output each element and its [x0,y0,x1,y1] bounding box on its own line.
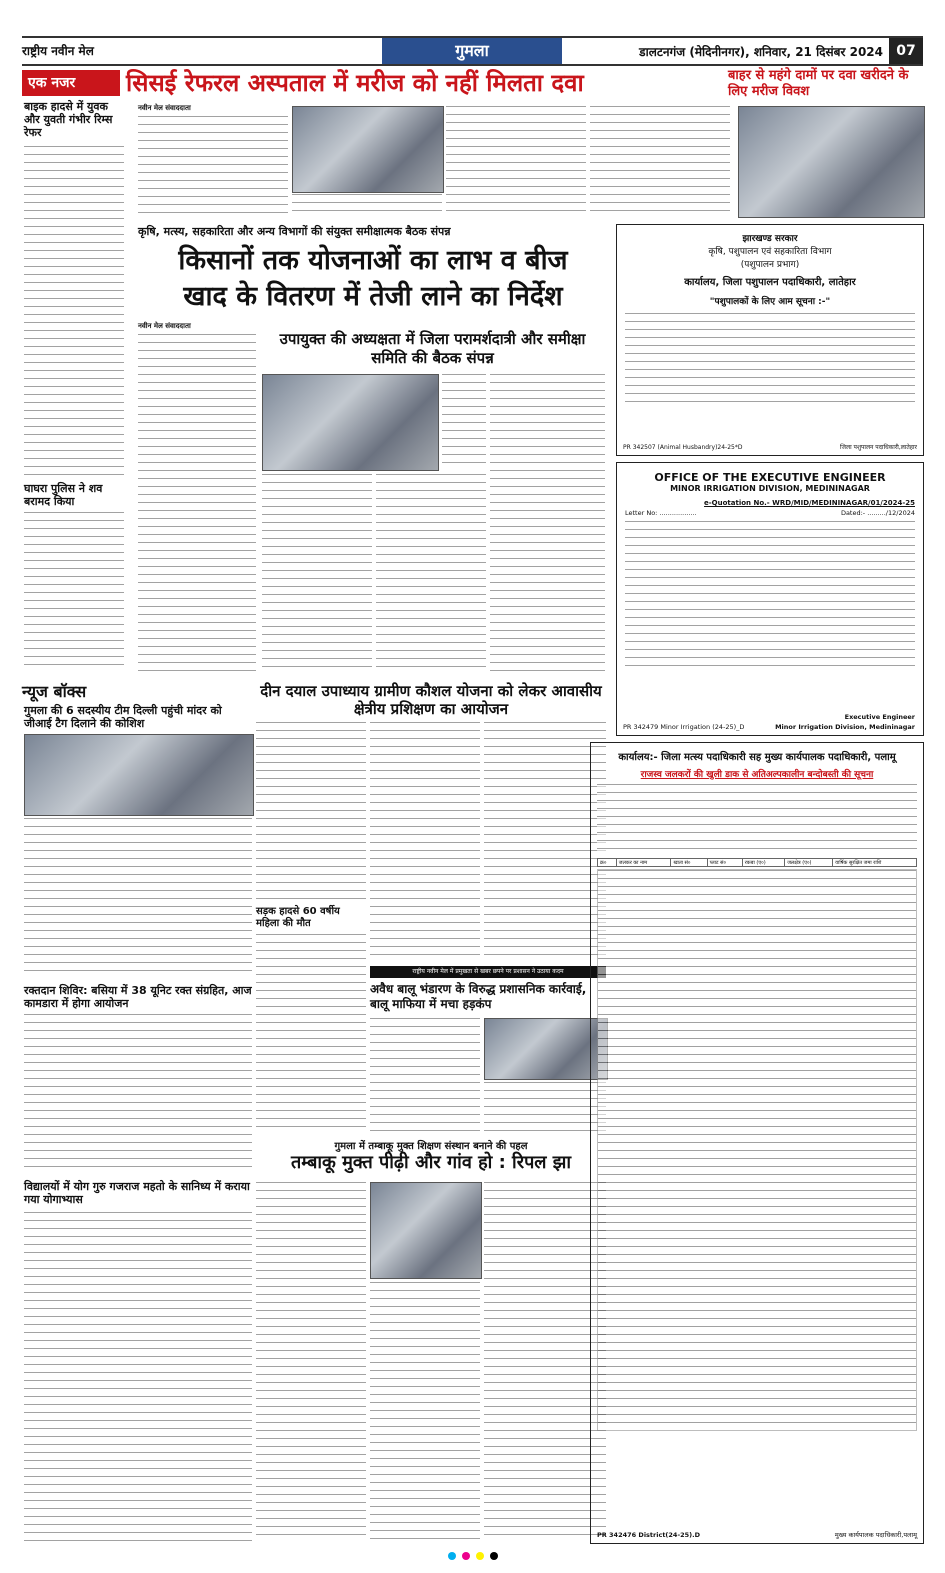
th-khata: खाता सं० [671,859,707,867]
left-story1-headline: बाइक हादसे में युवक और युवती गंभीर रिम्स रेफर [24,100,113,139]
th-water-area: जलक्षेत्र (ए०) [785,859,833,867]
top-story-body-col2 [292,194,442,216]
main-story-body-col1 [138,334,256,674]
tobacco-body-col1 [256,1182,366,1542]
top-story-byline: नवीन मेल संवाददाता [138,104,191,112]
ad-irrigation-body [625,521,915,671]
fisheries-table [597,858,917,867]
fisheries-table-rows [597,869,917,1431]
ad-fisheries-sign: मुख्य कार्यपालक पदाधिकारी,पलामू [834,1531,917,1539]
main-story-byline: नवीन मेल संवाददाता [138,322,191,330]
main-story-headline-line1: किसानों तक योजनाओं का लाभ व बीज [178,245,568,276]
dateline: डालटनगंज (मेदिनीनगर), शनिवार, 21 दिसंबर 2024 [639,45,883,59]
main-story-body-col3a [442,374,486,469]
left-story2-body [24,512,124,667]
ek-nazar-label: एक नजर [22,70,120,96]
left-story1-body [24,146,124,476]
news-box-headline: गुमला की 6 सदस्यीय टीम दिल्ली पहुंची मांदर को जीआई टैग दिलाने की कोशिश [24,704,222,730]
top-story-side-headline: बाहर से महंगे दामों पर दवा खरीदने के लिए मरीज विवश [728,68,909,99]
yoga-body [24,1212,252,1542]
ad-irrigation-dated: Dated:- ........./12/2024 [840,509,915,517]
color-registration-bar [22,1552,923,1562]
yellow-mark [476,1552,484,1560]
ad-animal-husbandry [616,224,924,456]
ad-irrigation-sign1: Executive Engineer [844,713,915,721]
blood-camp-headline: रक्तदान शिविर: बसिया में 38 यूनिट रक्त संग्रहित, आज कामडारा में होगा आयोजन [24,984,252,1010]
main-story-kicker: कृषि, मत्स्य, सहकारिता और अन्य विभागों की संयुक्त समीक्षात्मक बैठक संपन्न [138,225,451,238]
kaushal-body-col1 [256,722,366,902]
tobacco-kicker: गुमला में तम्बाकू मुक्त शिक्षण संस्थान बनाने की पहल [334,1141,528,1152]
main-story-sub-headline: उपायुक्त की अध्यक्षता में जिला परामर्शदात्री और समीक्षा समिति की बैठक संपन्न [279,330,586,367]
th-sno: क्र० [598,859,617,867]
tobacco-body-col2 [370,1282,480,1542]
sand-body-col1 [370,1018,480,1134]
newspaper-name: राष्ट्रीय नवीन मेल [22,44,94,58]
top-story-body-col4 [590,106,730,216]
hospital-photo [292,106,444,193]
ad-fisheries-pr: PR 342476 District(24-25).D [597,1531,701,1539]
mandar-team-photo [24,734,254,816]
black-mark [490,1552,498,1560]
left-story2-headline: घाघरा पुलिस ने शव बरामद किया [24,482,103,508]
ad-animal-line2: कृषि, पशुपालन एवं सहकारिता विभाग [708,247,832,257]
blood-camp-body [24,1014,252,1174]
ad-animal-pr: PR 342507 (Animal Husbandry)24-25*D [623,444,743,451]
main-story-body-col3 [376,474,486,674]
ad-animal-body [625,313,915,408]
ad-animal-sign: जिला पशुपालन पदाधिकारी,लातेहार [840,444,917,451]
accident-body [256,934,366,1134]
th-name: जलकर का नाम [616,859,671,867]
section-title: गुमला [382,38,562,64]
ad-fisheries-title: कार्यालय:- जिला मत्स्य पदाधिकारी सह मुख्य कार्यपालक पदाधिकारी, पलामू [618,752,896,763]
tobacco-headline: तम्बाकू मुक्त पीढ़ी और गांव हो : रिपल झा [290,1152,572,1173]
ad-animal-notice: "पशुपालकों के लिए आम सूचना :-" [709,297,831,307]
accident-headline: सड़क हादसे 60 वर्षीय महिला की मौत [256,906,340,929]
ad-fisheries-subtitle: राजस्व जलकरों की खुली डाक से अतिअल्पकालीन बन्दोबस्ती की सूचना [640,770,874,780]
ad-irrigation-title: OFFICE OF THE EXECUTIVE ENGINEER [654,471,886,484]
main-story-body-col2 [262,474,372,674]
main-story-headline-line2: खाद के वितरण में तेजी लाने का निर्देश [183,281,563,312]
masthead [22,36,923,66]
ad-animal-line1: झारखण्ड सरकार [742,234,798,244]
sand-body-col2 [484,1082,606,1134]
ad-animal-line4: कार्यालय, जिला पशुपालन पदाधिकारी, लातेहार [684,277,856,288]
news-box-label [22,680,252,702]
tobacco-body-col3 [484,1182,606,1542]
news-box-body [24,818,252,978]
top-story-headline: सिसई रेफरल अस्पताल में मरीज को नहीं मिलता दवा [126,69,584,97]
yoga-headline: विद्यालयों में योग गुरु गजराज महतो के सानिध्य में कराया गया योगाभ्यास [24,1180,250,1206]
medicine-photo [738,106,925,218]
ad-irrigation-subtitle: MINOR IRRIGATION DIVISION, MEDININAGAR [670,484,870,493]
kaushal-headline: दीन दयाल उपाध्याय ग्रामीण कौशल योजना को लेकर आवासीय क्षेत्रीय प्रशिक्षण का आयोजन [260,682,602,718]
magenta-mark [462,1552,470,1560]
ad-irrigation-sign2: Minor Irrigation Division, Medininagar [775,723,915,731]
ad-irrigation-letter: Letter No: .................. [625,509,697,517]
th-plot: प्लाट सं० [707,859,742,867]
top-story-body-col1 [138,116,288,216]
kaushal-body-col2 [370,722,480,962]
sand-headline: अवैध बालू भंडारण के विरुद्ध प्रशासनिक कार्रवाई, बालू माफिया में मचा हड़कंप [370,982,587,1011]
sand-strip: राष्ट्रीय नवीन मेल में प्रमुखता से खबर छपने पर प्रशासन ने उठाया कदम [370,966,606,978]
main-story-body-col4 [490,374,605,674]
cyan-mark [448,1552,456,1560]
ad-irrigation-pr: PR 342479 Minor Irrigation (24-25)_D [623,723,745,731]
ad-fisheries [590,742,924,1544]
th-area: रकबा (ए०) [742,859,784,867]
ad-fisheries-intro [597,784,917,854]
ad-irrigation-quote-no: e-Quotation No.- WRD/MID/MEDININAGAR/01/2024-25 [704,499,915,507]
ad-minor-irrigation [616,462,924,736]
page-number: 07 [889,38,923,64]
th-amount: वार्षिक सुरक्षित जमा राशि [833,859,917,867]
ripal-jha-photo [370,1182,482,1279]
ad-irrigation-letter-row [625,509,915,517]
kaushal-body-col3 [484,722,606,962]
fisheries-table-header [598,859,917,867]
news-box-label-text: न्यूज बॉक्स [22,682,87,701]
top-story-body-col3 [446,106,586,216]
ad-animal-line3: (पशुपालन प्रभाग) [740,260,800,270]
meeting-photo [262,374,439,471]
